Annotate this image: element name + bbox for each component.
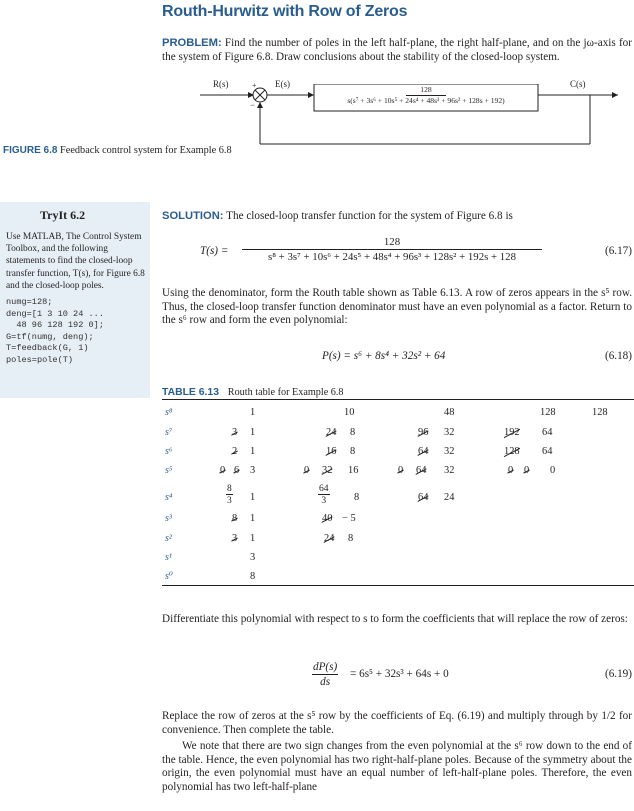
table-cell-struck bbox=[398, 465, 403, 476]
fraction-num: 8 bbox=[227, 483, 232, 494]
table-cell: 16 bbox=[348, 465, 359, 476]
row-label: s⁶ bbox=[165, 446, 173, 457]
table-bottom-rule bbox=[162, 585, 634, 586]
table-cell: 1 bbox=[250, 492, 256, 503]
tf-numerator: 128 bbox=[406, 85, 446, 96]
table-top-rule bbox=[162, 399, 634, 400]
table-cell: 8 bbox=[348, 533, 354, 544]
table-cell-struck bbox=[322, 513, 332, 524]
solution-label: SOLUTION: bbox=[162, 210, 224, 222]
tryit-code: numg=128; deng=[1 3 10 24 ... 48 96 128 192 0]; G=tf(numg, deng); T=feedback(G, 1) poles=pole(T) bbox=[6, 297, 104, 365]
eq617-numerator: 128 bbox=[383, 236, 401, 248]
tryit-text: Use MATLAB, The Control System Toolbox, and the following statements to find the closed-loop transfer function, T(s), for Figure 6.8 and the closed-loop poles. bbox=[6, 232, 145, 291]
struck-value: 128 bbox=[504, 446, 520, 457]
table-cell-struck bbox=[418, 427, 428, 438]
title-band bbox=[0, 0, 158, 28]
table-cell: 32 bbox=[444, 446, 455, 457]
struck-value: 0 bbox=[508, 465, 514, 476]
table-cell-struck bbox=[234, 465, 239, 476]
eq619-fraction bbox=[312, 660, 338, 689]
page-header bbox=[0, 0, 634, 28]
table-cell-struck bbox=[232, 427, 237, 438]
feedback-arrow bbox=[257, 102, 263, 108]
table-cell-struck bbox=[504, 446, 520, 457]
table-cell: 24 bbox=[444, 492, 455, 503]
table-cell: 10 bbox=[344, 407, 355, 418]
struck-value: 0 bbox=[524, 465, 530, 476]
table-cell: 8 bbox=[350, 427, 356, 438]
table-cell: 1 bbox=[250, 446, 256, 457]
table-cell: 1 bbox=[250, 533, 256, 544]
tryit-heading: TryIt 6.2 bbox=[40, 208, 86, 222]
solution-paragraph-2: Using the denominator, form the Routh table shown as Table 6.13. A row of zeros appears in the s⁵ row. Thus, the closed-loop transfer function denominator must have an even polynomial as a factor. Return to the s⁶ row and form the even polynomial: bbox=[162, 287, 632, 327]
figure-caption-text: Feedback control system for Example 6.8 bbox=[60, 145, 232, 156]
minus-sign: − bbox=[250, 100, 256, 110]
table-cell: − 5 bbox=[342, 513, 356, 524]
transfer-function bbox=[314, 85, 538, 106]
table-cell-struck bbox=[508, 465, 513, 476]
table-cell-fraction bbox=[226, 483, 233, 506]
row-label: s¹ bbox=[165, 552, 172, 563]
paragraph-4: Replace the row of zeros at the s⁵ row by the coefficients of Eq. (6.19) and multiply through by 1/2 for convenience. Then complete the table. bbox=[162, 710, 632, 736]
struck-value: 3 bbox=[232, 427, 238, 438]
paragraph-5: We note that there are two sign changes from the even polynomial at the s⁶ row down to the end of the table. Hence, the even polynomial has two right-half-plane poles. Because of the symmetry about the origin, the even polynomial must have an equal number of left-half-plane poles. Therefore, the even polynomial has two left-half-plane bbox=[162, 740, 632, 793]
table-cell: 128 bbox=[592, 407, 608, 418]
table-cell: 1 bbox=[250, 513, 256, 524]
struck-value: 40 bbox=[322, 513, 333, 524]
problem-paragraph bbox=[162, 37, 632, 64]
problem-label: PROBLEM: bbox=[162, 37, 222, 49]
table-cell: 3 bbox=[250, 552, 256, 563]
struck-value: 3 bbox=[232, 533, 238, 544]
table-cell: 8 bbox=[350, 446, 356, 457]
table-cell: 64 bbox=[542, 427, 553, 438]
row-label: s⁰ bbox=[165, 571, 173, 582]
eq618-number: (6.18) bbox=[604, 350, 632, 362]
table-cell: 8 bbox=[354, 492, 360, 503]
table-label: TABLE 6.13 bbox=[162, 387, 219, 398]
table-cell-struck bbox=[504, 427, 520, 438]
figure-caption-label: FIGURE 6.8 bbox=[3, 145, 58, 156]
struck-value: 2 bbox=[232, 446, 238, 457]
tryit-box bbox=[0, 202, 150, 398]
table-cell: 48 bbox=[444, 407, 455, 418]
figure-caption bbox=[3, 144, 232, 157]
problem-text: Find the number of poles in the left half-plane, the right half-plane, and on the jω-axis for the system of Figure 6.8. Draw conclusions about the stability of the closed-loop system. bbox=[162, 37, 632, 63]
struck-value: 8 bbox=[232, 513, 238, 524]
table-cell-struck bbox=[232, 446, 237, 457]
eq619-denominator: ds bbox=[320, 676, 331, 688]
eq619-number: (6.19) bbox=[604, 668, 632, 680]
table-cell-struck bbox=[418, 492, 428, 503]
struck-value: 0 bbox=[398, 465, 404, 476]
eq619-numerator: dP(s) bbox=[313, 661, 338, 673]
eq618-text: P(s) = s⁶ + 8s⁴ + 32s² + 64 bbox=[322, 350, 446, 362]
table-cell-struck bbox=[220, 465, 225, 476]
table-cell-struck bbox=[232, 533, 237, 544]
table-cell: 64 bbox=[542, 446, 553, 457]
tf-denominator: s(s⁷ + 3s⁶ + 10s⁵ + 24s⁴ + 48s³ + 96s² + 128s + 192) bbox=[347, 96, 505, 105]
table-cell: 32 bbox=[444, 465, 455, 476]
table-cell: 32 bbox=[444, 427, 455, 438]
output-label: C(s) bbox=[570, 79, 586, 89]
eq617-denominator: s⁸ + 3s⁷ + 10s⁶ + 24s⁵ + 48s⁴ + 96s³ + 128s² + 192s + 128 bbox=[242, 249, 542, 264]
table-cell: 128 bbox=[540, 407, 556, 418]
table-cell-struck bbox=[418, 446, 428, 457]
plus-sign: + bbox=[252, 81, 257, 90]
row-label: s⁵ bbox=[165, 465, 173, 476]
table-cell-struck bbox=[324, 533, 334, 544]
eq617-lhs: T(s) = bbox=[200, 245, 229, 257]
struck-value: 0 bbox=[220, 465, 226, 476]
input-label: R(s) bbox=[213, 79, 229, 89]
table-cell: 0 bbox=[550, 465, 556, 476]
struck-value: 32 bbox=[322, 465, 333, 476]
eq617-fraction bbox=[242, 235, 542, 264]
row-label: s⁷ bbox=[165, 427, 173, 438]
row-label: s³ bbox=[165, 513, 172, 524]
table-cell-struck bbox=[232, 513, 237, 524]
paragraph-3: Differentiate this polynomial with respect to s to form the coefficients that will replace the row of zeros: bbox=[162, 613, 628, 625]
table-cell-struck bbox=[326, 427, 336, 438]
table-cell-struck bbox=[326, 446, 336, 457]
table-caption-text: Routh table for Example 6.8 bbox=[227, 387, 344, 398]
solution-paragraph bbox=[162, 210, 632, 224]
table-cell: 1 bbox=[250, 407, 256, 418]
struck-value: 64 bbox=[418, 446, 429, 457]
row-label: s² bbox=[165, 533, 172, 544]
struck-value: 16 bbox=[326, 446, 337, 457]
struck-value: 64 bbox=[416, 465, 427, 476]
fraction-num: 64 bbox=[319, 483, 329, 494]
fraction-den: 3 bbox=[227, 495, 232, 506]
output-arrow bbox=[612, 92, 618, 98]
routh-table bbox=[162, 399, 634, 585]
page-title: Routh-Hurwitz with Row of Zeros bbox=[162, 3, 408, 20]
table-cell: 3 bbox=[250, 465, 256, 476]
table-cell: 8 bbox=[250, 571, 256, 582]
struck-value: 24 bbox=[326, 427, 337, 438]
struck-value: 6 bbox=[234, 465, 240, 476]
row-label: s⁴ bbox=[165, 492, 173, 503]
table-cell-fraction bbox=[318, 483, 330, 506]
table-cell-struck bbox=[416, 465, 426, 476]
error-label: E(s) bbox=[275, 79, 290, 89]
equation-6-19 bbox=[162, 660, 632, 696]
struck-value: 192 bbox=[504, 427, 520, 438]
eq617-number: (6.17) bbox=[604, 245, 632, 257]
struck-value: 96 bbox=[418, 427, 429, 438]
equation-6-17 bbox=[200, 235, 632, 267]
table-cell-struck bbox=[524, 465, 529, 476]
struck-value: 64 bbox=[418, 492, 429, 503]
struck-value: 24 bbox=[324, 533, 335, 544]
struck-value: 0 bbox=[304, 465, 310, 476]
equation-6-18 bbox=[162, 350, 632, 366]
table-cell-struck bbox=[322, 465, 332, 476]
table-cell: 1 bbox=[250, 427, 256, 438]
eq619-rhs: = 6s⁵ + 32s³ + 64s + 0 bbox=[350, 668, 449, 680]
table-caption bbox=[162, 386, 344, 398]
solution-text: The closed-loop transfer function for the system of Figure 6.8 is bbox=[226, 210, 513, 222]
table-cell-struck bbox=[304, 465, 309, 476]
fraction-den: 3 bbox=[321, 495, 327, 506]
row-label: s⁸ bbox=[165, 407, 173, 418]
